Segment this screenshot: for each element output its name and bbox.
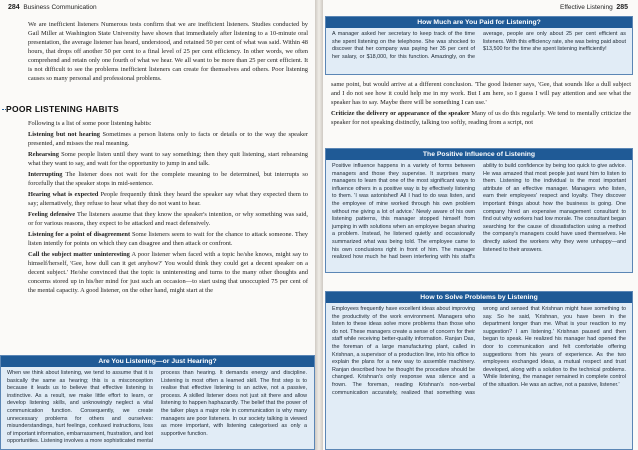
left-running-head [8,4,97,11]
section-title: POOR LISTENING HABITS [6,104,120,114]
right-running-title: Effective Listening [560,4,613,11]
habit-item: Interrupting The listener does not wait for the complete meaning to be determined, but interrupts so forcefully that the speaker stops in mid-sentence. [28,171,309,187]
box-title: How to Solve Problems by Listening [326,292,632,303]
continued-paragraph: same point, but would arrive at a different conclusion. 'The good listener says, 'Gee, that sounds like a dull subject and I do not see how it could help me in my work. But I am here, so I guess I will pay attention and see what the speaker has to say. Maybe there will be something I can use.' [331,81,631,106]
box-title: Are You Listening—or Just Hearing? [1,356,314,367]
left-page [0,0,315,450]
habit-item: Feeling defensive The listeners assume that they know the speaker's intention, or why something was said, or for various reasons, they expect to be attacked and react defensively. [28,211,309,227]
box-body: When we think about listening, we tend to assume that it is basically the same as hearing; this is a misconception because it leads us to believe that effective listening is instinctive. As a result, we make little effort to learn, or develop listening skills, and unknowingly neglect a vital communication function. Consequently, we create unnecessary problems for others and ourselves: misunderstandings, hurt feelings, confused instructions, loss of important information, embarrassment, frustration, and lost opportunities. Listening involves a more sophisticated mental process than hearing. It demands energy and discipline. Listening is most often a learned skill. The first step is to realise that effective listening is an active, not a passive, process. A skilled listener does not just sit there and allow listening to happen haphazardly. The belief that the power of the talker plays a major role in communication is why many managers are poor listeners. In our society talking is viewed as more important, with listening categorised as only a supportive function. [7,370,307,445]
listening-hearing-box [0,355,315,450]
habit-item: Listening for a point of disagreement Some listeners seem to wait for the chance to attack someone. They listen intently for points on which they can disagree and then attack or confront. [28,231,308,247]
habits-intro: Following is a list of some poor listening habits: [28,120,152,127]
box-body: A manager asked her secretary to keep track of the time she spent listening on the telephone. She was shocked to discover that her company was paying her 35 per cent of her salary, or $18,000, for this function. Amazingly, on the average, people are only about 25 per cent efficient as listeners. With this efficiency rate, she was being paid about $13,500 for the time she spent listening inefficiently! [332,31,626,60]
criticize-paragraph: Criticize the delivery or appearance of the speaker Many of us do this regularly. We tend to mentally criticize the speaker for not speaking distinctly, talking too softly, reading from a script, not [331,110,631,126]
habit-item: Listening but not hearing Sometimes a person listens only to facts or details or to the way the speaker presented, and misses the real meaning. [28,131,308,147]
left-running-title: Business Communication [23,4,97,11]
right-page-number: 285 [616,4,628,11]
habit-item: Hearing what is expected People frequently think they heard the speaker say what they expected them to say; alternatively, they refuse to hear what they do not want to hear. [28,191,308,207]
box-body: Employees frequently have excellent ideas about improving the productivity of the work environment. Managers who listen to these ideas solve more problems than those who do not. These managers create a sense of concern for their staff while receiving better-quality information. Ranjan Das, the foreman of a large manufacturing plant, called in Krishnan, a supervisor of a production line, into his office to explain the plans for a new way to assemble machinery. Ranjan described how he thought the procedure should be changed. Krishnan's only response was silence and a frown. The foreman, reading Krishnan's non-verbal communication accurately, realized that something was wrong and sensed that Krishnan might have something to say. So he said, 'Krishnan, you have been in the department longer than me. What is your reaction to my suggestion? I am listening.' Krishnan paused and then began to speak. He realized his manager had opened the door to communication and felt comfortable offering suggestions from his years of experience. As the two employees exchanged ideas, a mutual respect and trust developed, along with a solution to the technical problems. 'While listening, the manager remained in complete control of the situation. He was an active, not a passive, listener.' [332,306,626,396]
paid-listening-box [325,16,633,75]
box-body: Positive influence happens in a variety of forms between managers and those they supervise. It surprises many managers to learn that one of the most significant ways to influence others in a positive way is by effectively listening to them. 'I was astonished! All I had to do was listen, and the employee of mine worked through his own problem without me giving a lot of advice.' Newly aware of his own listening patterns, this manager stopped himself from jumping in with solutions when an employee began sharing a problem. Instead, he listened quietly and occasionally summarized what was being told. The employee came to his own conclusions right in front of him. The manager realized how much he had been interfering with his staff's ability to build confidence by being too quick to give advice. He was amazed that most people just want him to listen to them. Listening to the individual is the most important attribute of an effective manager. Managers who listen, earn their employees' respect and loyalty. They discover important things about how the business is going. One company hired an expensive management consultant to find out why workers had low morale. The consultant began searching for the cause of dissatisfaction using a method the company's managers could have used themselves. He directly asked the workers why they were unhappy—and listened to their answers. [332,163,626,261]
habits-list [28,119,308,297]
positive-influence-box [325,148,633,273]
intro-paragraph: We are inefficient listeners Numerous tests confirm that we are inefficient listeners. Studies conducted by Gail Miller at Washington State University have shown that immediately after listening to a 10-minute oral presentation, the average listener has heard, understood, and retained 50 per cent of what was said. Within 48 hours, that drops off another 50 per cent to a final level of 25 per cent efficiency. In other words, we often comprehend and retain only one fourth of what we hear. We all want to be more than 25 per cent efficient. It is not difficult to see the problems inefficient listeners can create for themselves and others. Poor listening causes so many personal and professional problems. [28,21,308,82]
right-running-head [560,4,628,11]
continued-text [331,80,631,129]
habit-item: Call the subject matter uninteresting A poor listener when faced with a topic he/she knows, might say to himself/herself, 'Gee, how dull can it get anyhow?' You would think they could get a decent speaker on a decent subject.' He/she convinced that the topic is uninteresting and turns to the many other thoughts and concerns stored up in his/her mind for just such an occasion—to start using that unoccupied 75 per cent of the mental capacity. A good listener, on the other hand, might start at the [28,251,309,294]
right-page [323,0,638,450]
habit-item: Rehearsing Some people listen until they want to say something; then they quit listening, start rehearsing what they want to say, and wait for the opportunity to jump in and talk. [28,151,308,167]
box-title: How Much are You Paid for Listening? [326,17,632,28]
left-page-number: 284 [8,4,20,11]
solve-problems-box [325,291,633,450]
box-title: The Positive Influence of Listening [326,149,632,160]
gutter [315,0,323,450]
